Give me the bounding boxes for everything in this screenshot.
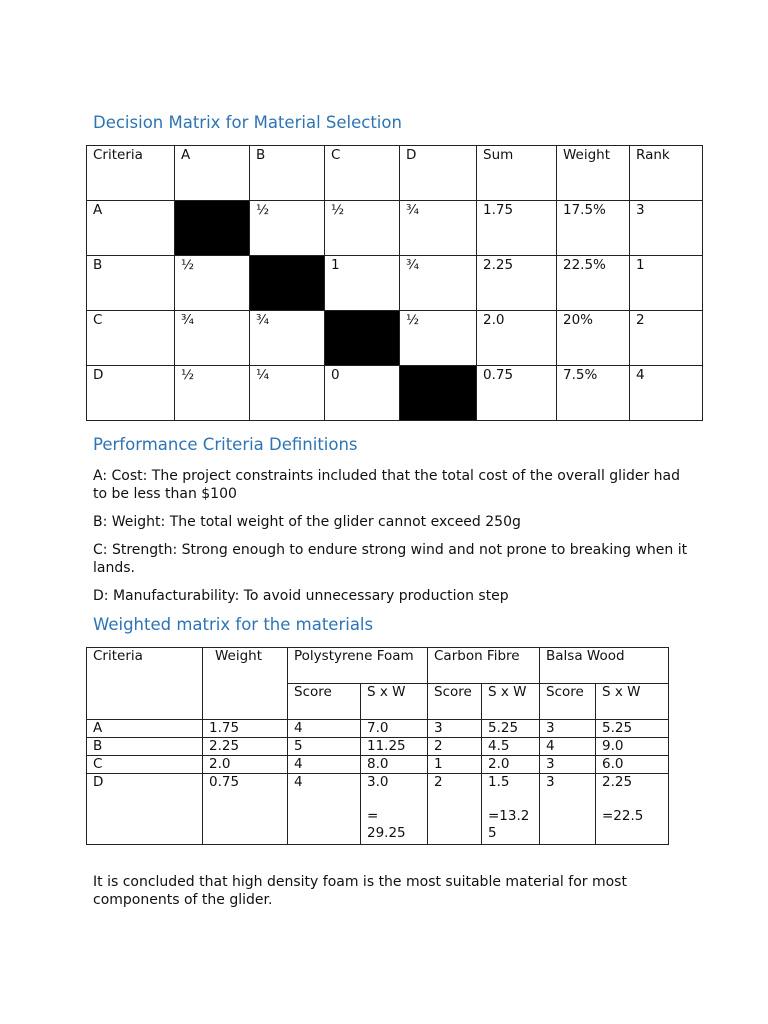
definition-weight: B: Weight: The total weight of the glider cannot exceed 250g — [93, 514, 521, 530]
header-cell: Weight — [557, 146, 630, 201]
material-header: Polystyrene Foam — [288, 648, 428, 684]
weight-header: Weight — [203, 648, 288, 720]
decision-matrix-title: Decision Matrix for Material Selection — [93, 113, 402, 132]
table-row — [87, 311, 703, 366]
table-cell: ¾ — [400, 201, 477, 256]
table-cell: 4.5 — [482, 738, 540, 756]
table-row — [87, 256, 703, 311]
table-cell: A — [87, 720, 203, 738]
table-cell: ½ — [250, 201, 325, 256]
table-cell: B — [87, 738, 203, 756]
table-cell: 0.75 — [477, 366, 557, 421]
total-value: =22.5 — [602, 808, 644, 824]
table-cell: 1.75 — [477, 201, 557, 256]
table-cell: 5 — [288, 738, 361, 756]
table-cell: 3 — [540, 774, 596, 845]
table-cell-value: 3.0 — [367, 774, 389, 790]
table-row — [87, 201, 703, 256]
table-row — [87, 366, 703, 421]
table-cell: 4 — [288, 720, 361, 738]
table-cell: 4 — [540, 738, 596, 756]
sxw-total-cell — [361, 774, 428, 845]
table-cell: 2 — [630, 311, 703, 366]
table-cell: B — [87, 256, 175, 311]
table-cell: 6.0 — [596, 756, 669, 774]
table-cell: ½ — [175, 366, 250, 421]
decision-matrix-table — [86, 145, 703, 421]
table-cell: 22.5% — [557, 256, 630, 311]
table-cell: 0 — [325, 366, 400, 421]
blocked-cell — [250, 256, 325, 311]
table-cell: ½ — [175, 256, 250, 311]
score-header: Score — [540, 684, 596, 720]
table-cell: 3 — [540, 756, 596, 774]
criteria-definitions-title: Performance Criteria Definitions — [93, 435, 358, 454]
definition-manufacturability: D: Manufacturability: To avoid unnecessary production step — [93, 588, 509, 604]
table-cell: 2.0 — [203, 756, 288, 774]
table-cell: 5.25 — [596, 720, 669, 738]
table-cell: 1 — [325, 256, 400, 311]
table-cell: 7.0 — [361, 720, 428, 738]
header-cell: A — [175, 146, 250, 201]
score-header: Score — [288, 684, 361, 720]
table-cell: ¼ — [250, 366, 325, 421]
table-cell: 1 — [630, 256, 703, 311]
table-cell: 11.25 — [361, 738, 428, 756]
table-cell: 2 — [428, 738, 482, 756]
sxw-total-cell — [596, 774, 669, 845]
sxw-total-cell — [482, 774, 540, 845]
header-cell: Criteria — [87, 146, 175, 201]
table-cell: 9.0 — [596, 738, 669, 756]
table-cell: 1 — [428, 756, 482, 774]
table-cell: C — [87, 311, 175, 366]
header-cell: B — [250, 146, 325, 201]
table-row — [87, 738, 669, 756]
table-cell: D — [87, 366, 175, 421]
weighted-matrix-title: Weighted matrix for the materials — [93, 615, 374, 634]
table-cell: 8.0 — [361, 756, 428, 774]
table-cell: 4 — [288, 774, 361, 845]
table-cell: 5.25 — [482, 720, 540, 738]
table-cell: 4 — [630, 366, 703, 421]
blocked-cell — [175, 201, 250, 256]
table-cell: 3 — [540, 720, 596, 738]
table-cell: 1.75 — [203, 720, 288, 738]
weighted-matrix-table — [86, 647, 669, 845]
table-cell: 2.0 — [477, 311, 557, 366]
definition-cost: A: Cost: The project constraints included that the total cost of the overall glider had to be less than $100 — [93, 468, 681, 502]
blocked-cell — [400, 366, 477, 421]
table-cell: ¾ — [250, 311, 325, 366]
header-cell: Sum — [477, 146, 557, 201]
material-header: Carbon Fibre — [428, 648, 540, 684]
table-row — [87, 756, 669, 774]
score-header: Score — [428, 684, 482, 720]
table-cell: ½ — [400, 311, 477, 366]
header-cell: C — [325, 146, 400, 201]
criteria-header: Criteria — [87, 648, 203, 720]
table-cell: ¾ — [400, 256, 477, 311]
sxw-header: S x W — [596, 684, 669, 720]
material-header: Balsa Wood — [540, 648, 669, 684]
sxw-header: S x W — [361, 684, 428, 720]
definition-strength: C: Strength: Strong enough to endure strong wind and not prone to breaking when it lands. — [93, 542, 688, 576]
table-cell-value: 1.5 — [488, 774, 510, 790]
header-cell: D — [400, 146, 477, 201]
table-cell: 20% — [557, 311, 630, 366]
table-cell: ¾ — [175, 311, 250, 366]
sxw-header: S x W — [482, 684, 540, 720]
header-cell: Rank — [630, 146, 703, 201]
table-cell: 2.25 — [203, 738, 288, 756]
table-cell-value: 2.25 — [602, 774, 633, 790]
table-cell: 4 — [288, 756, 361, 774]
table-cell: 2.25 — [477, 256, 557, 311]
weighted-header-row — [87, 648, 669, 684]
table-cell: A — [87, 201, 175, 256]
table-cell: C — [87, 756, 203, 774]
total-value: = 29.25 — [367, 808, 406, 841]
blocked-cell — [325, 311, 400, 366]
table-cell: 3 — [630, 201, 703, 256]
total-value: =13.25 — [488, 808, 530, 841]
table-cell: 2.0 — [482, 756, 540, 774]
table-cell: ½ — [325, 201, 400, 256]
table-cell: 3 — [428, 720, 482, 738]
table-row — [87, 720, 669, 738]
table-cell: 17.5% — [557, 201, 630, 256]
table-cell: 2 — [428, 774, 482, 845]
table-row — [87, 774, 669, 845]
table-cell: 0.75 — [203, 774, 288, 845]
table-cell: D — [87, 774, 203, 845]
conclusion-text: It is concluded that high density foam is the most suitable material for most components of the glider. — [93, 874, 627, 908]
decision-matrix-header-row — [87, 146, 703, 201]
table-cell: 7.5% — [557, 366, 630, 421]
